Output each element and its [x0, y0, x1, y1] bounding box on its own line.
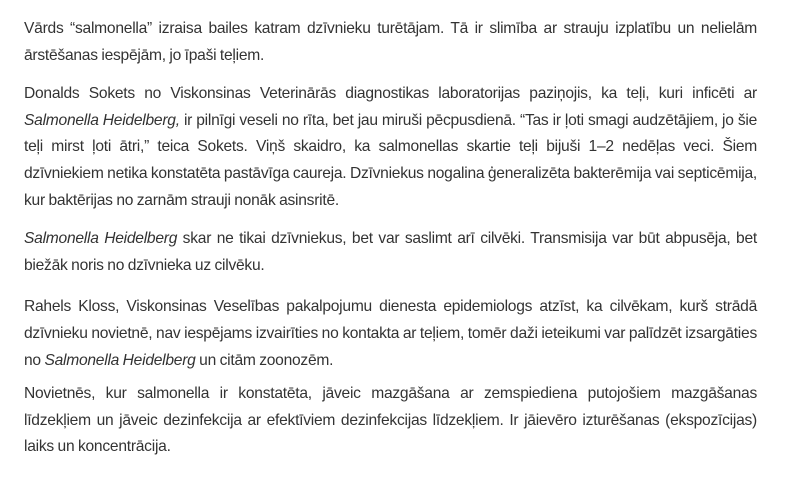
- species-name: Salmonella Heidelberg: [44, 351, 196, 369]
- paragraph-disinfection: [24, 381, 757, 461]
- text-segment: un citām zoonozēm.: [195, 351, 334, 369]
- paragraph-sokets-quote: [24, 81, 757, 214]
- paragraph-intro: [24, 16, 757, 69]
- text-segment: skar ne tikai dzīvniekus, bet var saslimt arī cilvēki. Transmisija var būt abpusēja, bet biežāk noris no dzīvnieka uz cilvēku.: [24, 230, 757, 274]
- species-name: Salmonella Heidelberg,: [24, 111, 180, 129]
- species-name: Salmonella Heidelberg: [24, 230, 178, 248]
- text-segment: Vārds “salmonella” izraisa bailes katram dzīvnieku turētājam. Tā ir slimība ar strauju izplatību un nelielām ārstēšanas iespējām, jo īpaši teļiem.: [24, 20, 757, 64]
- text-segment: Donalds Sokets no Viskonsinas Veterinārās diagnostikas laboratorijas paziņojis, ka teļi, kuri inficēti ar: [24, 85, 757, 103]
- text-segment: ir pilnīgi veseli no rīta, bet jau miruši pēcpusdienā. “Tas ir ļoti smagi audzētājiem, jo šie teļi mirst ļoti ātri,” teica Sokets. Viņš skaidro, ka salmonellas skartie teļi bijuši 1–2 nedēļas veci. Šiem dzīvniekiem netika konstatēta pastāvīga caureja. Dzīvniekus nogalina ģeneralizēta bakterēmija vai septicēmija, kur baktērijas no zarnām strauji nonāk asinsritē.: [24, 111, 758, 209]
- text-segment: Novietnēs, kur salmonella ir konstatēta, jāveic mazgāšana ar zemspiediena putojošiem mazgāšanas līdzekļiem un jāveic dezinfekcija ar efektīviem dezinfekcijas līdzekļiem. Ir jāievēro izturēšanas (ekspozīcijas) laiks un koncentrācija.: [24, 385, 757, 456]
- paragraph-kloss-advice: [24, 294, 757, 374]
- text-segment: Rahels Kloss, Viskonsinas Veselības pakalpojumu dienesta epidemiologs atzīst, ka cilvēkam, kurš strādā dzīvnieku novietnē, nav iespējams izvairīties no kontakta ar teļiem, tomēr daži ieteikumi var palīdzēt izsargāties no: [24, 298, 757, 369]
- paragraph-transmission: [24, 226, 757, 279]
- article-body: [24, 16, 757, 473]
